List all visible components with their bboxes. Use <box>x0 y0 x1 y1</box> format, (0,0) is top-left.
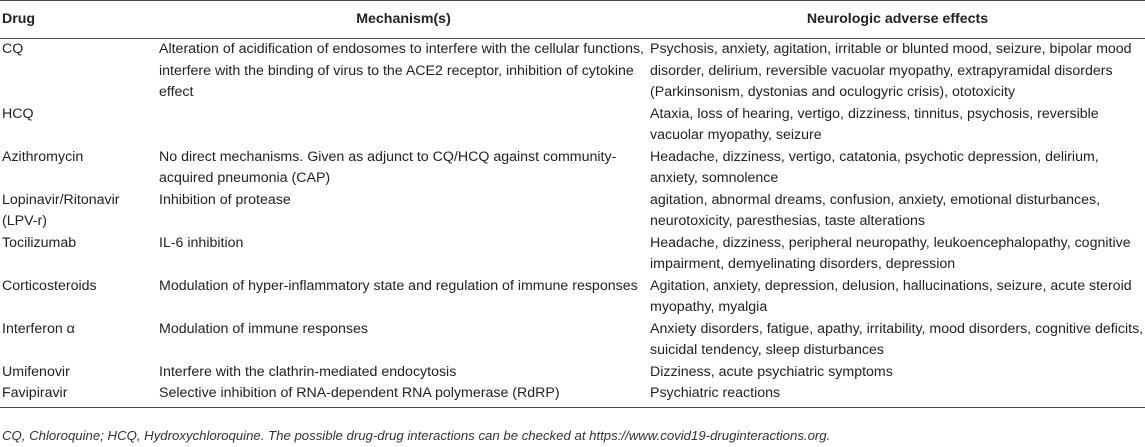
table-row <box>0 39 1145 104</box>
table-row <box>0 233 1145 276</box>
drug-cell: Favipiravir <box>0 383 157 407</box>
effects-cell: Headache, dizziness, peripheral neuropathy, leukoencephalopathy, cognitive impairment, demyelinating disorders, depression <box>650 234 1131 272</box>
table-row <box>0 147 1145 190</box>
mechanism-cell: Modulation of hyper-inflammatory state and regulation of immune responses <box>159 277 638 294</box>
mechanism-cell: No direct mechanisms. Given as adjunct to CQ/HCQ against community-acquired pneumonia (CAP) <box>159 148 617 186</box>
header-row <box>0 1 1145 39</box>
drug-cell: Lopinavir/Ritonavir (LPV-r) <box>2 191 120 229</box>
table-row <box>0 276 1145 319</box>
mechanism-cell: Interfere with the clathrin-mediated endocytosis <box>159 363 457 380</box>
mechanism-cell: Alteration of acidification of endosomes to interfere with the cellular functions, interfere with the binding of virus to the ACE2 receptor, inhibition of cytokine effect <box>159 41 645 100</box>
drug-cell: Interferon α <box>2 320 75 337</box>
effects-cell: Psychiatric reactions <box>648 383 1145 407</box>
mechanism-cell: Modulation of immune responses <box>159 320 368 337</box>
drug-cell: HCQ <box>2 105 34 122</box>
table-row <box>0 190 1145 233</box>
effects-cell: Dizziness, acute psychiatric symptoms <box>650 363 893 380</box>
header-mechanism: Mechanism(s) <box>157 1 648 39</box>
drug-cell: Corticosteroids <box>2 277 97 294</box>
mechanism-cell: Selective inhibition of RNA-dependent RNA polymerase (RdRP) <box>157 383 648 407</box>
drug-cell: Umifenovir <box>2 363 70 380</box>
table-row <box>0 383 1145 407</box>
effects-cell: Headache, dizziness, vertigo, catatonia, psychotic depression, delirium, anxiety, somnolence <box>650 148 1099 186</box>
mechanism-cell: IL-6 inhibition <box>159 234 244 251</box>
effects-cell: Ataxia, loss of hearing, vertigo, dizziness, tinnitus, psychosis, reversible vacuolar myopathy, seizure <box>650 105 1099 143</box>
table-footnote: CQ, Chloroquine; HCQ, Hydroxychloroquine. The possible drug-drug interactions can be checked at https://www.covid19-druginteractions.org. <box>2 428 831 443</box>
drug-cell: CQ <box>2 41 24 57</box>
table-row <box>0 362 1145 384</box>
mechanism-cell: Inhibition of protease <box>159 191 291 208</box>
effects-cell: Anxiety disorders, fatigue, apathy, irritability, mood disorders, cognitive deficits, suicidal tendency, sleep disturbances <box>650 320 1144 358</box>
header-drug: Drug <box>0 1 157 39</box>
drug-cell: Tocilizumab <box>2 234 77 251</box>
effects-cell: Psychosis, anxiety, agitation, irritable or blunted mood, seizure, bipolar mood disorder, delirium, reversible vacuolar myopathy, extrapyramidal disorders (Parkinsonism, dystonias and oculogyric crisis), ototoxicity <box>650 41 1132 100</box>
header-effects: Neurologic adverse effects <box>648 1 1145 39</box>
effects-cell: Agitation, anxiety, depression, delusion, hallucinations, seizure, acute steroid myopathy, myalgia <box>650 277 1132 315</box>
table-row <box>0 104 1145 147</box>
table-row <box>0 319 1145 362</box>
effects-cell: agitation, abnormal dreams, confusion, anxiety, emotional disturbances, neurotoxicity, paresthesias, taste alterations <box>650 191 1101 229</box>
mechanism-cell <box>157 104 648 147</box>
drug-cell: Azithromycin <box>2 148 84 165</box>
